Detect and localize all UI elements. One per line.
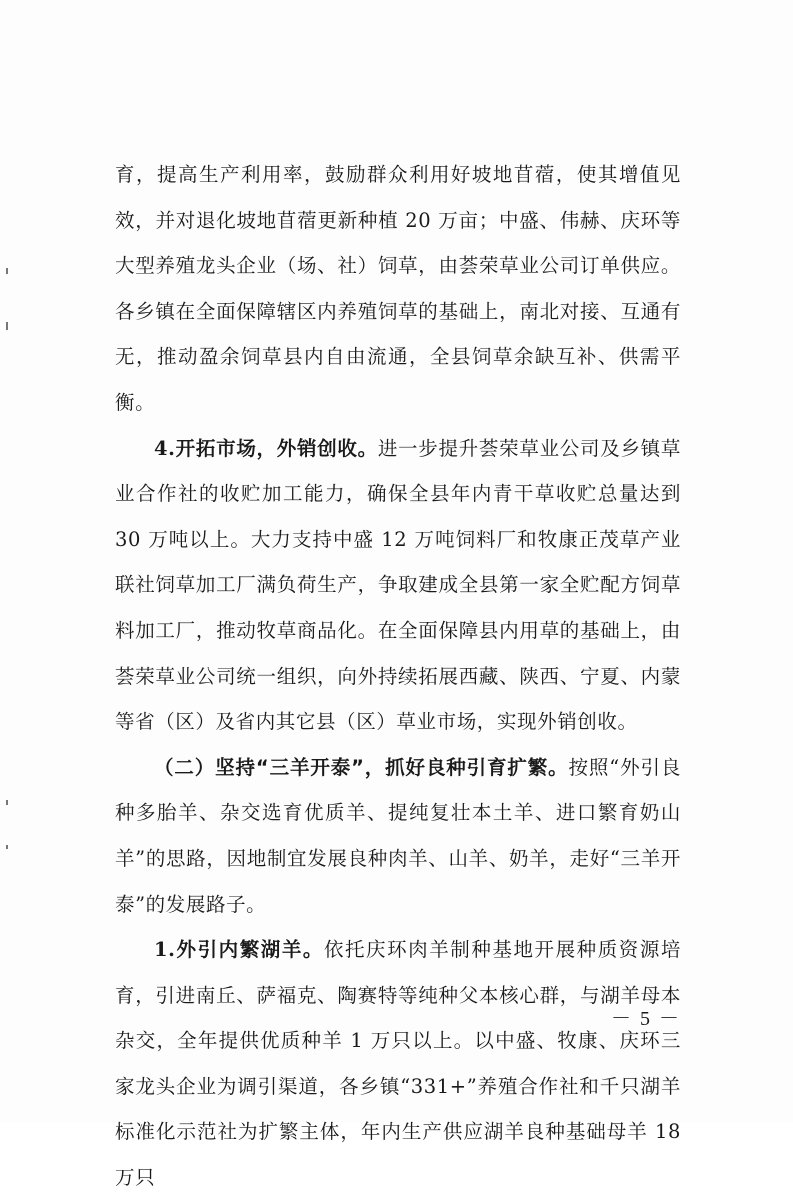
body-text [115, 152, 681, 1201]
paragraph-text: 依托庆环肉羊制种基地开展种质资源培育，引进南丘、萨福克、陶赛特等纯种父本核心群，与湖羊母本杂交，全年提供优质种羊 1 万只以上。以中盛、牧康、庆环三家龙头企业为调引渠道，各乡镇“331+”养殖合作社和千只湖羊标准化示范社为扩繁主体，年内生产供应湖羊良种基础母羊 18 万只 [115, 938, 681, 1190]
paragraph-market-sales [115, 426, 681, 745]
paragraph-text: 进一步提升荟荣草业公司及乡镇草业合作社的收贮加工能力，确保全县年内青干草收贮总量达到 30 万吨以上。大力支持中盛 12 万吨饲料厂和牧康正茂草产业联社饲草加工厂满负荷生产，争取建成全县第一家全贮配方饲草料加工厂，推动牧草商品化。在全面保障县内用草的基础上，由荟荣草业公司统一组织，向外持续拓展西藏、陕西、宁夏、内蒙等省（区）及省内其它县（区）草业市场，实现外销创收。 [115, 436, 681, 734]
page-number: － 5 － [611, 1008, 681, 1030]
scan-artifact [6, 268, 8, 274]
scan-artifact [6, 800, 8, 805]
paragraph-heading: 4.开拓市场，外销创收。 [154, 436, 378, 460]
paragraph-heading: 1.外引内繁湖羊。 [154, 938, 324, 962]
section-heading: （二）坚持“三羊开泰”，抓好良种引育扩繁。 [154, 755, 569, 779]
paragraph-text: 按照“外引良种多胎羊、杂交选育优质羊、提纯复壮本土羊、进口繁育奶山羊”的思路，因地制宜发展良种肉羊、山羊、奶羊，走好“三羊开泰”的发展路子。 [115, 755, 681, 916]
paragraph-hu-sheep [115, 927, 681, 1201]
paragraph-text: 育，提高生产利用率，鼓励群众利用好坡地苜蓿，使其增值见效，并对退化坡地苜蓿更新种植 20 万亩；中盛、伟赫、庆环等大型养殖龙头企业（场、社）饲草，由荟荣草业公司订单供应。各乡镇在全面保障辖区内养殖饲草的基础上，南北对接、互通有无，推动盈余饲草县内自由流通，全县饲草余缺互补、供需平衡。 [115, 163, 681, 414]
section-heading-paragraph [115, 745, 681, 927]
scan-artifact [6, 845, 8, 849]
paragraph-continuation [115, 152, 681, 426]
scan-artifact [6, 322, 8, 330]
